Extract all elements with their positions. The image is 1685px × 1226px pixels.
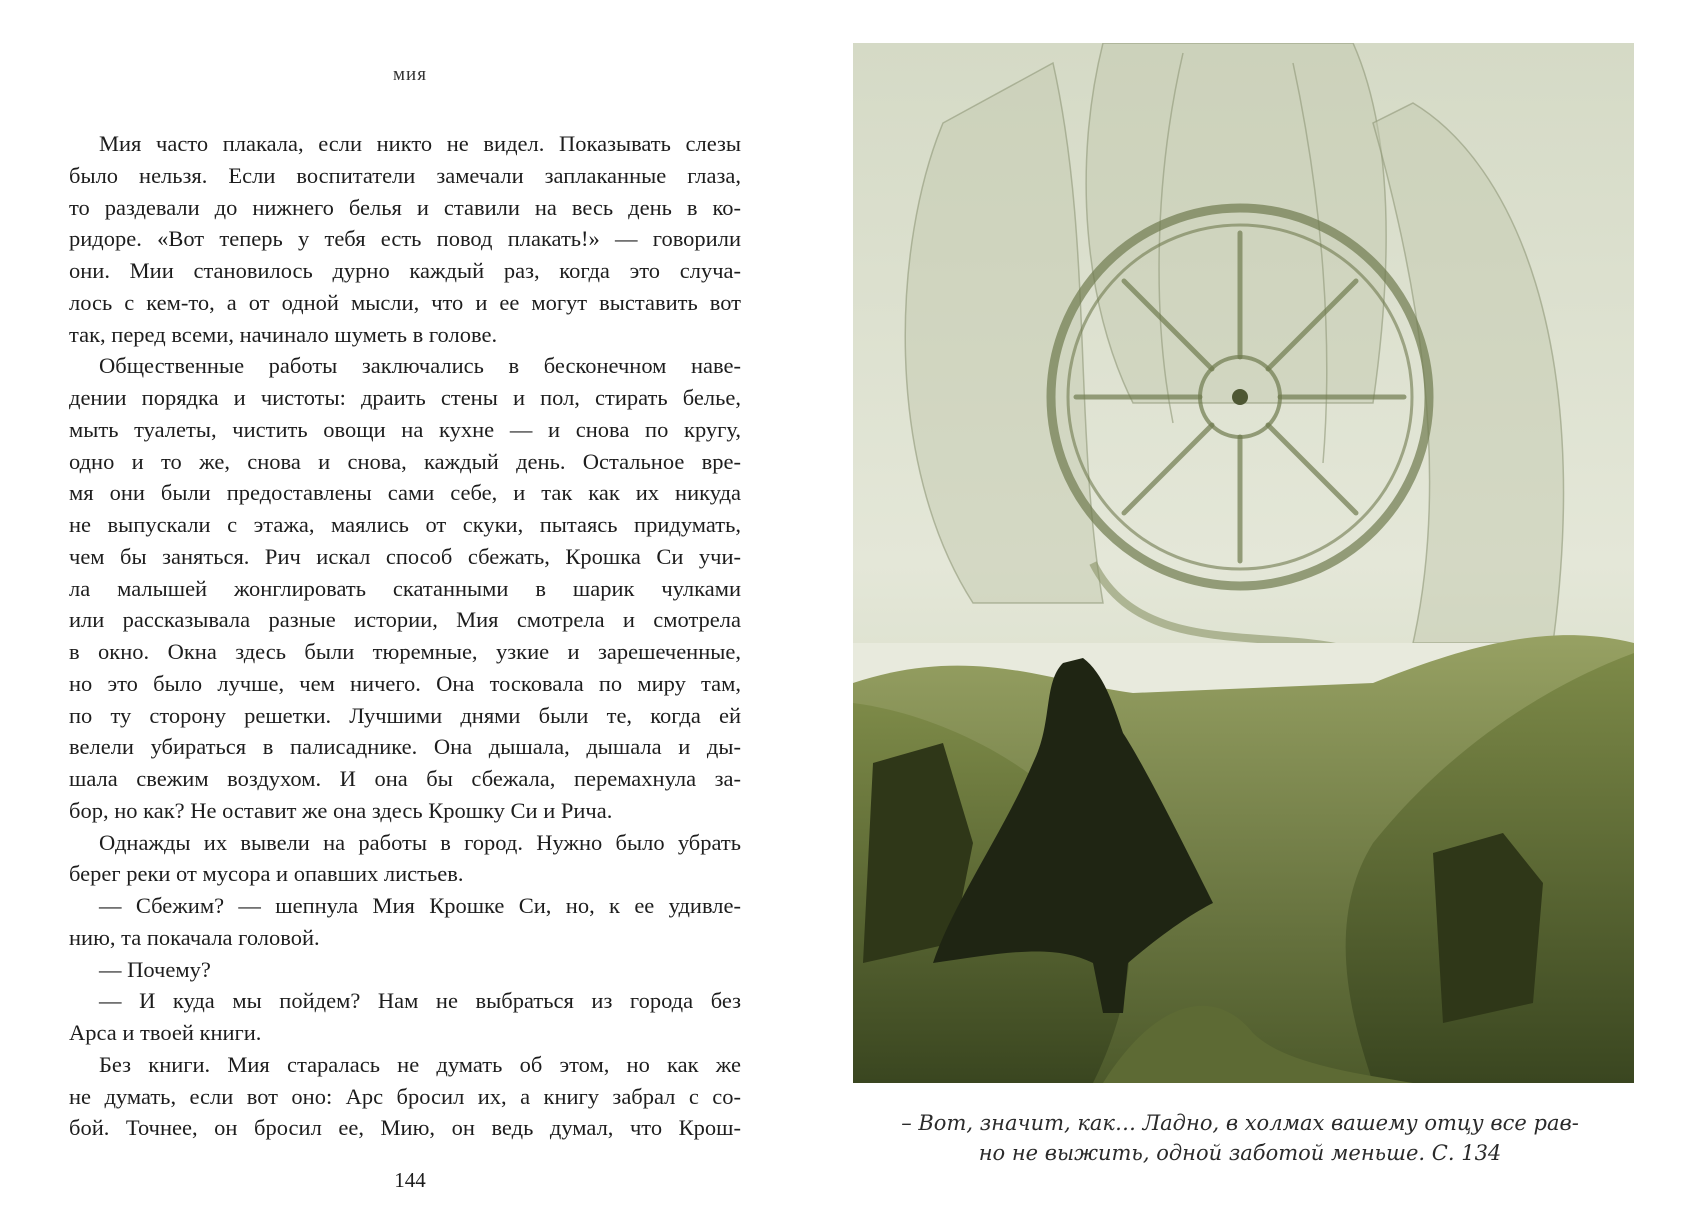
text-line: так, перед всеми, начинало шуметь в голове.	[69, 321, 498, 347]
text-line: велели убираться в палисаднике. Она дышала, дышала и ды-	[69, 734, 741, 760]
text-line: не выпускали с этажа, маялись от скуки, пытаясь придумать,	[69, 512, 741, 537]
text-line: Мия часто плакала, если никто не видел. Показывать слезы	[99, 131, 741, 156]
text-line: берег реки от мусора и опавших листьев.	[69, 861, 464, 887]
text-line: или рассказывала разные истории, Мия смотрела и смотрела	[69, 607, 741, 633]
text-line: не думать, если вот оно: Арс бросил их, а книгу забрал с со-	[69, 1083, 741, 1109]
text-line: дении порядка и чистоты: драить стены и пол, стирать белье,	[69, 385, 741, 410]
text-line: было нельзя. Если воспитатели замечали заплаканные глаза,	[69, 162, 741, 188]
paragraph	[69, 890, 741, 954]
text-line: одно и то же, снова и снова, каждый день. Остальное вре-	[69, 448, 741, 474]
text-line: — Сбежим? — шепнула Мия Крошке Си, но, к ее удивле-	[99, 893, 741, 918]
text-line: бор, но как? Не оставит же она здесь Крошку Си и Рича.	[69, 797, 613, 823]
text-line: то раздевали до нижнего белья и ставили на весь день в ко-	[69, 194, 741, 220]
caption-line: – Вот, значит, как… Ладно, в холмах вашему отцу все рав-	[901, 1111, 1579, 1135]
text-line: бой. Точнее, он бросил ее, Мию, он ведь думал, что Крош-	[69, 1115, 741, 1141]
illustration	[853, 43, 1634, 1083]
text-line: ла малышей жонглировать скатанными в шарик чулками	[69, 575, 741, 601]
text-line: чем бы заняться. Рич искал способ сбежать, Крошка Си учи-	[69, 543, 741, 569]
text-line: — Почему?	[99, 956, 211, 982]
text-line: шала свежим воздухом. И она бы сбежала, перемахнула за-	[69, 766, 741, 791]
text-line: Арса и твоей книги.	[69, 1020, 262, 1045]
text-line: они. Мии становилось дурно каждый раз, когда это случа-	[69, 258, 741, 283]
body-text	[69, 128, 741, 1144]
paragraph	[69, 827, 741, 891]
text-line: ридоре. «Вот теперь у тебя есть повод плакать!» — говорили	[69, 226, 741, 252]
paragraph	[69, 985, 741, 1049]
paragraph	[69, 1049, 741, 1144]
text-line: мыть туалеты, чистить овощи на кухне — и снова по кругу,	[69, 416, 741, 442]
text-line: по ту сторону решетки. Лучшими днями были те, когда ей	[69, 702, 741, 728]
text-line: но это было лучше, чем ничего. Она тосковала по миру там,	[69, 670, 741, 696]
text-line: нию, та покачала головой.	[69, 924, 320, 950]
paragraph	[69, 350, 741, 826]
text-line: Однажды их вывели на работы в город. Нужно было убрать	[99, 829, 741, 855]
text-line: — И куда мы пойдем? Нам не выбраться из города без	[99, 988, 741, 1014]
page-number: 144	[394, 1168, 426, 1192]
wheel	[1051, 208, 1429, 586]
text-line: мя они были предоставлены сами себе, и так как их никуда	[69, 480, 741, 506]
text-line: в окно. Окна здесь были тюремные, узкие и зарешеченные,	[69, 639, 741, 664]
caption-line: но не выжить, одной заботой меньше. С. 134	[978, 1141, 1502, 1165]
paragraph	[69, 128, 741, 350]
illustration-caption	[880, 1108, 1600, 1168]
paragraph	[69, 954, 741, 986]
text-line: лось с кем-то, а от одной мысли, что и ее могут выставить вот	[69, 289, 741, 315]
text-line: Общественные работы заключались в бесконечном наве-	[99, 353, 741, 379]
running-head: мия	[393, 64, 427, 85]
text-line: Без книги. Мия старалась не думать об этом, но как же	[99, 1051, 741, 1077]
